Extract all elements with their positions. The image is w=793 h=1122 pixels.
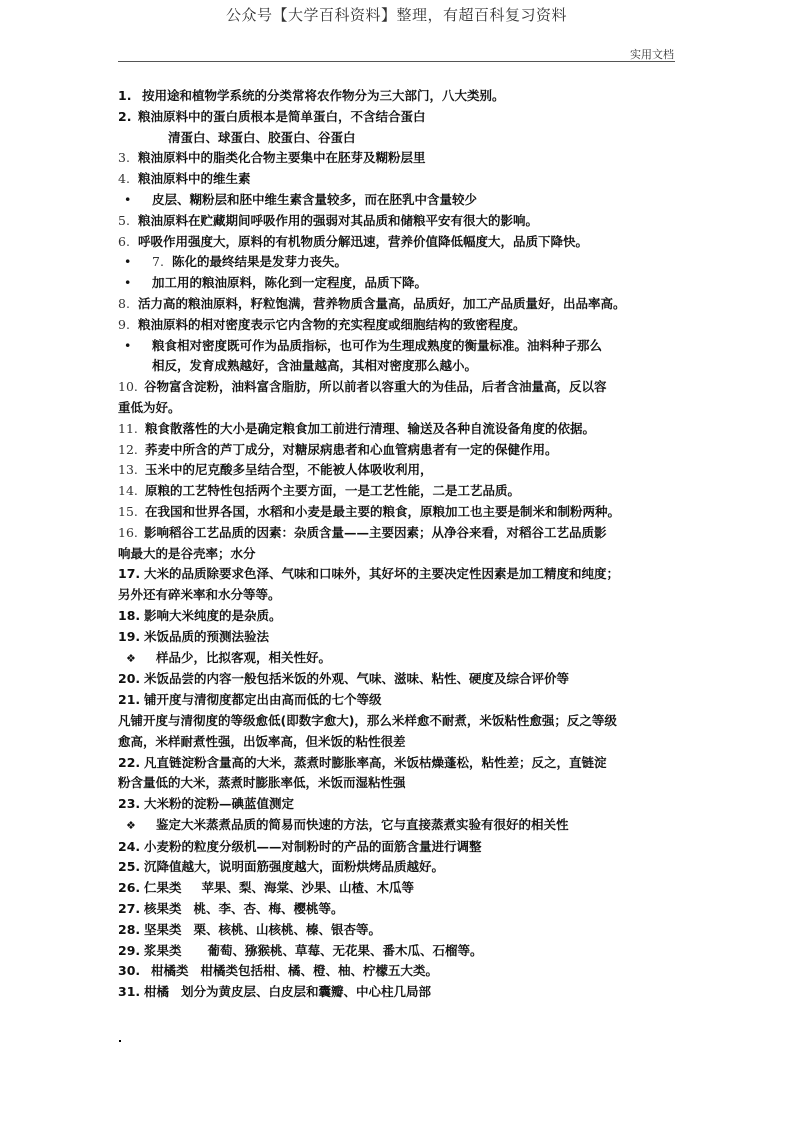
list-item-7b: • 加工用的粮油原料，陈化到一定程度，品质下降。 xyxy=(118,273,678,294)
header-rule xyxy=(118,61,675,62)
list-item-9-bullet: • 粮食相对密度既可作为品质指标，也可作为生理成熟度的衡量标准。油料种子那么 xyxy=(118,336,678,357)
list-item-16-cont: 响最大的是谷壳率；水分 xyxy=(118,545,256,561)
list-item-9-bullet-cont: 相反，发育成熟越好，含油量越高，其相对密度那么越小。 xyxy=(152,358,478,374)
document-body xyxy=(118,86,678,1003)
list-item-19: 19. 米饭品质的预测法验法 xyxy=(118,628,270,644)
list-item-28: 28. 坚果类 栗、核桃、山核桃、榛、银杏等。 xyxy=(118,921,382,937)
list-item-27: 27. 核果类 桃、李、杏、梅、樱桃等。 xyxy=(118,901,344,917)
list-item-8: 8. 活力高的粮油原料，籽粒饱满，营养物质含量高，品质好，加工产品质量好，出品率高。 xyxy=(118,295,626,311)
bullet-icon: • xyxy=(124,275,132,291)
diamond-bullet-icon: ❖ xyxy=(126,651,136,665)
list-item-23: 23. 大米粉的淀粉—碘蓝值测定 xyxy=(118,796,295,812)
header-label: 实用文档 xyxy=(630,48,674,61)
bullet-icon: • xyxy=(124,191,132,207)
list-item-10-cont: 重低为好。 xyxy=(118,399,181,415)
list-item-12: 12. 荞麦中所含的芦丁成分，对糖尿病患者和心血管病患者有一定的保健作用。 xyxy=(118,441,558,457)
list-item-22: 22. 凡直链淀粉含量高的大米，蒸煮时膨胀率高，米饭枯燥蓬松，粘性差；反之，直链淀 xyxy=(118,754,607,770)
list-item-1: 1. 按用途和植物学系统的分类常将农作物分为三大部门，八大类别。 xyxy=(118,88,505,103)
list-item-21-para-1: 凡铺开度与清彻度的等级愈低(即数字愈大)，那么米样愈不耐煮，米饭粘性愈强；反之等级 xyxy=(118,712,617,728)
list-item-2-sub: 清蛋白、球蛋白、胶蛋白、谷蛋白 xyxy=(168,129,356,145)
list-item-20: 20. 米饭品尝的内容一般包括米饭的外观、气味、滋味、粘性、硬度及综合评价等 xyxy=(118,671,570,687)
list-item-13: 13. 玉米中的尼克酸多呈结合型，不能被人体吸收利用， xyxy=(118,462,433,478)
list-item-17: 17. 大米的品质除要求色泽、气味和口味外，其好坏的主要决定性因素是加工精度和纯度； xyxy=(118,566,620,582)
list-item-17-cont: 另外还有碎米率和水分等等。 xyxy=(118,587,281,603)
list-item-16: 16. 影响稻谷工艺品质的因素：杂质含量——主要因素；从净谷来看，对稻谷工艺品质影 xyxy=(118,524,607,540)
list-item-15: 15. 在我国和世界各国，水稻和小麦是最主要的粮食，原粮加工也主要是制米和制粉两种。 xyxy=(118,503,621,519)
list-item-18: 18. 影响大米纯度的是杂质。 xyxy=(118,607,282,623)
list-item-4: 4. 粮油原料中的维生素 xyxy=(118,171,251,187)
list-item-26: 26. 仁果类 苹果、梨、海棠、沙果、山楂、木瓜等 xyxy=(118,880,415,896)
list-item-11: 11. 粮食散落性的大小是确定粮食加工前进行清理、输送及各种自流设备角度的依据。 xyxy=(118,420,596,436)
list-item-9: 9. 粮油原料的相对密度表示它内含物的充实程度或细胞结构的致密程度。 xyxy=(118,316,526,332)
list-item-21-para-2: 愈高，米样耐煮性强，出饭率高，但米饭的粘性很差 xyxy=(118,733,406,749)
watermark-banner: 公众号【大学百科资料】整理，有超百科复习资料 xyxy=(225,6,567,24)
list-item-23-sub: ❖ 鉴定大米蒸煮品质的简易而快速的方法，它与直接蒸煮实验有很好的相关性 xyxy=(118,815,678,837)
list-item-4-bullet: • 皮层、糊粉层和胚中维生素含量较多，而在胚乳中含量较少 xyxy=(118,190,678,211)
list-item-19-sub: ❖ 样品少，比拟客观，相关性好。 xyxy=(118,648,678,670)
list-item-10: 10. 谷物富含淀粉，油料富含脂肪，所以前者以容重大的为佳品，后者含油量高，反以容 xyxy=(118,379,607,395)
list-item-25: 25. 沉降值越大，说明面筋强度越大，面粉烘烤品质越好。 xyxy=(118,859,445,875)
list-item-24: 24. 小麦粉的粒度分级机——对制粉时的产品的面筋含量进行调整 xyxy=(118,838,482,854)
list-item-3: 3. 粮油原料中的脂类化合物主要集中在胚芽及糊粉层里 xyxy=(118,150,426,166)
bullet-icon: • xyxy=(124,337,132,353)
list-item-14: 14. 原粮的工艺特性包括两个主要方面，一是工艺性能，二是工艺品质。 xyxy=(118,483,521,499)
page-end-mark xyxy=(119,1040,121,1042)
list-item-29: 29. 浆果类 葡萄、猕猴桃、草莓、无花果、番木瓜、石榴等。 xyxy=(118,942,483,958)
diamond-bullet-icon: ❖ xyxy=(126,818,136,832)
list-item-5: 5. 粮油原料在贮藏期间呼吸作用的强弱对其品质和储粮平安有很大的影响。 xyxy=(118,212,539,228)
list-item-30: 30. 柑橘类 柑橘类包括柑、橘、橙、柚、柠檬五大类。 xyxy=(118,963,439,979)
list-item-2: 2. 粮油原料中的蛋白质根本是简单蛋白，不含结合蛋白 xyxy=(118,108,426,124)
list-item-6: 6. 呼吸作用强度大，原料的有机物质分解迅速，营养价值降低幅度大，品质下降快。 xyxy=(118,233,589,249)
list-item-21: 21. 铺开度与清彻度都定出由高而低的七个等级 xyxy=(118,692,382,708)
list-item-7: • 7. 陈化的最终结果是发芽力丧失。 xyxy=(118,252,678,273)
list-item-31: 31. 柑橘 划分为黄皮层、白皮层和囊瓣、中心柱几局部 xyxy=(118,984,432,1000)
bullet-icon: • xyxy=(124,254,132,270)
list-item-22-cont: 粉含量低的大米，蒸煮时膨胀率低，米饭而湿粘性强 xyxy=(118,775,406,791)
